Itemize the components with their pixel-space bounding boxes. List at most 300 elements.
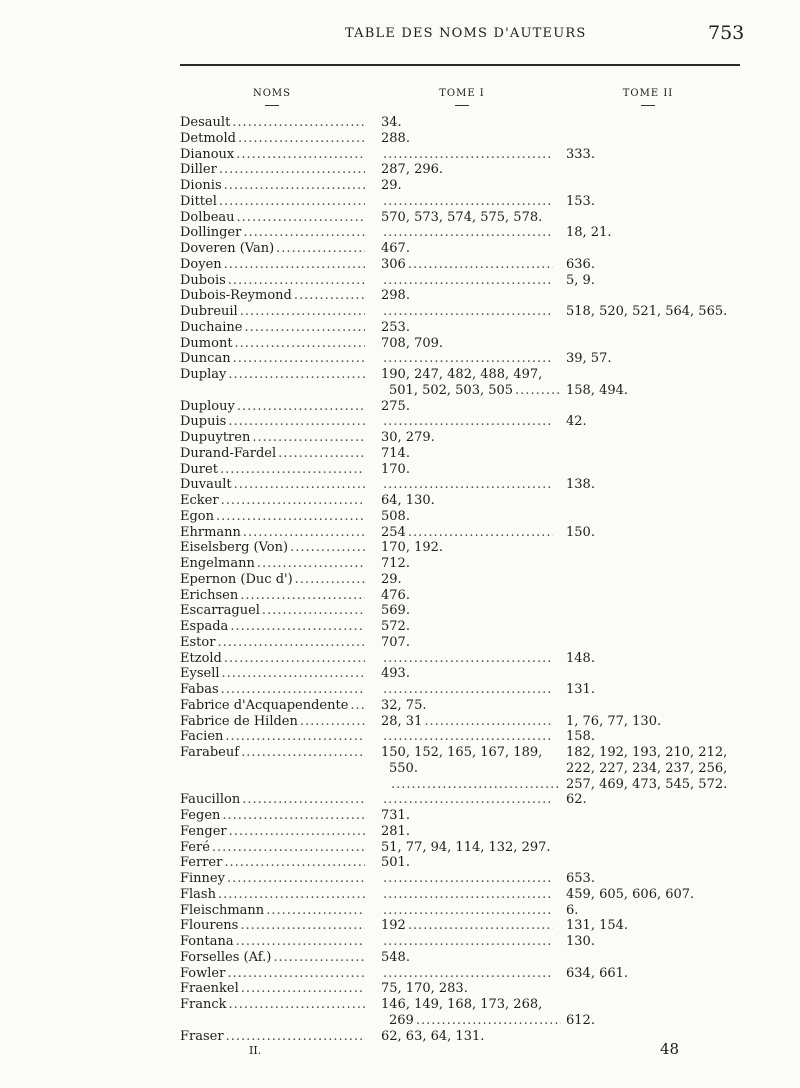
tome1-pages bbox=[381, 855, 561, 871]
page-refs-line bbox=[566, 903, 756, 919]
author-name: Flash bbox=[180, 886, 216, 902]
dot-leader bbox=[383, 729, 553, 745]
page-refs-line bbox=[566, 714, 756, 730]
page-refs-line bbox=[566, 225, 756, 241]
page-refs-line bbox=[381, 588, 561, 604]
entry-name-cell bbox=[180, 855, 365, 871]
entry-name-cell bbox=[180, 178, 365, 194]
column-header-rule bbox=[265, 105, 279, 106]
index-entry bbox=[0, 462, 800, 478]
entry-name-cell bbox=[180, 588, 365, 604]
dot-leader bbox=[233, 351, 365, 367]
entry-name-cell bbox=[180, 903, 365, 919]
entry-name-cell bbox=[180, 210, 365, 226]
tome2-pages bbox=[566, 351, 756, 367]
index-entry bbox=[0, 351, 800, 367]
tome2-pages bbox=[566, 981, 756, 997]
dot-leader bbox=[383, 651, 553, 667]
tome1-pages bbox=[381, 981, 561, 997]
page-refs: 612. bbox=[566, 1012, 595, 1028]
entry-name-cell bbox=[180, 887, 365, 903]
dot-leader bbox=[230, 619, 365, 635]
entry-name-cell bbox=[180, 304, 365, 320]
tome1-pages bbox=[381, 320, 561, 336]
page-refs: 287, 296. bbox=[381, 162, 444, 178]
tome1-pages bbox=[381, 666, 561, 682]
page-refs-line bbox=[566, 493, 756, 509]
tome2-pages bbox=[566, 603, 756, 619]
page-refs: 707. bbox=[381, 634, 410, 650]
page-refs-line bbox=[566, 997, 756, 1013]
page-refs-line bbox=[566, 950, 756, 966]
tome2-pages bbox=[566, 399, 756, 415]
page-refs: 190, 247, 482, 488, 497, bbox=[381, 367, 543, 382]
author-name: Flourens bbox=[180, 918, 239, 934]
tome2-pages bbox=[566, 257, 756, 273]
entry-name-cell bbox=[180, 871, 365, 887]
tome1-pages bbox=[381, 950, 561, 966]
page-refs-line bbox=[566, 824, 756, 840]
tome2-pages bbox=[566, 934, 756, 950]
page-refs-line bbox=[566, 115, 756, 131]
dot-leader bbox=[240, 918, 365, 934]
author-name: Fleischmann bbox=[180, 902, 265, 918]
tome2-pages bbox=[566, 714, 756, 730]
tome1-pages bbox=[381, 399, 561, 415]
author-name: Durand-Fardel bbox=[180, 445, 277, 461]
dot-leader bbox=[383, 477, 553, 493]
index-entry bbox=[0, 336, 800, 352]
tome2-pages bbox=[566, 619, 756, 635]
page-refs-line bbox=[381, 572, 561, 588]
page-refs-line bbox=[566, 399, 756, 415]
tome1-pages bbox=[381, 147, 561, 163]
index-entry bbox=[0, 981, 800, 997]
tome2-pages bbox=[566, 651, 756, 667]
dot-leader bbox=[424, 714, 553, 730]
page-refs: 653. bbox=[566, 871, 595, 886]
dot-leader bbox=[383, 225, 553, 241]
dot-leader bbox=[224, 855, 365, 871]
tome1-pages bbox=[381, 414, 561, 430]
entry-name-cell bbox=[180, 430, 365, 446]
entry-name-cell bbox=[180, 493, 365, 509]
page-refs-line bbox=[566, 257, 756, 273]
entry-name-cell bbox=[180, 698, 365, 714]
page-refs-line bbox=[566, 178, 756, 194]
page-refs-line bbox=[566, 619, 756, 635]
page-refs-line bbox=[381, 714, 553, 730]
tome2-pages bbox=[566, 808, 756, 824]
page-refs-line bbox=[381, 682, 553, 698]
tome1-pages bbox=[381, 682, 561, 698]
author-index bbox=[0, 115, 800, 1044]
tome2-pages bbox=[566, 997, 756, 1029]
author-name: Erichsen bbox=[180, 587, 239, 603]
page-refs: 75, 170, 283. bbox=[381, 981, 468, 997]
dot-leader bbox=[221, 682, 365, 698]
dot-leader bbox=[241, 745, 365, 761]
page-refs: 51, 77, 94, 114, 132, 297. bbox=[381, 839, 551, 855]
page-refs-line bbox=[566, 698, 756, 714]
index-entry bbox=[0, 493, 800, 509]
page-refs: 493. bbox=[381, 666, 410, 682]
entry-name-cell bbox=[180, 619, 365, 635]
entry-name-cell bbox=[180, 241, 365, 257]
entry-name-cell bbox=[180, 745, 365, 761]
author-name: Etzold bbox=[180, 650, 222, 666]
author-name: Fraser bbox=[180, 1028, 224, 1044]
page-refs-line bbox=[381, 399, 561, 415]
dot-leader bbox=[383, 414, 553, 430]
tome1-pages bbox=[381, 918, 561, 934]
index-entry bbox=[0, 273, 800, 289]
author-name: Fowler bbox=[180, 965, 226, 981]
tome2-pages bbox=[566, 918, 756, 934]
author-name: Estor bbox=[180, 634, 216, 650]
author-name: Finney bbox=[180, 871, 225, 886]
index-entry bbox=[0, 194, 800, 210]
page-refs: 146, 149, 168, 173, 268, bbox=[381, 997, 543, 1012]
author-name: Franck bbox=[180, 997, 227, 1012]
dot-leader bbox=[242, 792, 365, 808]
index-entry bbox=[0, 966, 800, 982]
page-refs-line bbox=[566, 446, 756, 462]
page-refs: 158. bbox=[566, 729, 595, 745]
tome1-pages bbox=[381, 572, 561, 588]
tome2-pages bbox=[566, 887, 756, 903]
page-refs-line bbox=[566, 651, 756, 667]
entry-name-cell bbox=[180, 399, 365, 415]
entry-name-cell bbox=[180, 682, 365, 698]
entry-name-cell bbox=[180, 824, 365, 840]
dot-leader bbox=[229, 997, 365, 1013]
page-refs-line bbox=[566, 194, 756, 210]
page-refs: 18, 21. bbox=[566, 225, 612, 241]
index-entry bbox=[0, 997, 800, 1029]
tome1-pages bbox=[381, 115, 561, 131]
author-name: Ecker bbox=[180, 493, 219, 508]
page-refs: 130. bbox=[566, 934, 595, 949]
dot-leader bbox=[221, 493, 365, 509]
page-refs-line bbox=[566, 855, 756, 871]
tome1-pages bbox=[381, 162, 561, 178]
dot-leader bbox=[266, 903, 365, 919]
page-refs: 192 bbox=[381, 918, 406, 934]
author-name: Duplay bbox=[180, 367, 227, 382]
page-refs-line bbox=[381, 273, 553, 289]
author-name: Faucillon bbox=[180, 792, 241, 808]
page-refs-line bbox=[381, 745, 561, 761]
tome2-pages bbox=[566, 131, 756, 147]
page-refs-line bbox=[381, 855, 561, 871]
page-refs-line bbox=[381, 934, 553, 950]
page-refs-line bbox=[381, 761, 561, 777]
index-entry bbox=[0, 666, 800, 682]
page-refs-line bbox=[381, 981, 561, 997]
dot-leader bbox=[383, 887, 553, 903]
dot-leader bbox=[350, 698, 365, 714]
index-entry bbox=[0, 855, 800, 871]
signature-mark: II. bbox=[249, 1044, 262, 1057]
page-refs: 42. bbox=[566, 414, 587, 430]
entry-name-cell bbox=[180, 446, 365, 462]
index-entry bbox=[0, 651, 800, 667]
index-entry bbox=[0, 320, 800, 336]
dot-leader bbox=[383, 966, 553, 982]
tome1-pages bbox=[381, 225, 561, 241]
page-refs: 29. bbox=[381, 178, 402, 193]
author-name: Dolbeau bbox=[180, 209, 235, 225]
tome1-pages bbox=[381, 698, 561, 714]
index-entry bbox=[0, 588, 800, 604]
tome2-pages bbox=[566, 950, 756, 966]
tome1-pages bbox=[381, 336, 561, 352]
index-entry bbox=[0, 603, 800, 619]
page-refs-line bbox=[566, 336, 756, 352]
page-refs-line bbox=[381, 162, 561, 178]
dot-leader bbox=[232, 115, 365, 131]
page-refs-line bbox=[566, 635, 756, 651]
dot-leader bbox=[262, 603, 365, 619]
page-refs: 548. bbox=[381, 949, 410, 965]
page-refs-line bbox=[566, 840, 756, 856]
page-refs-line bbox=[566, 525, 756, 541]
page-refs-line bbox=[566, 351, 756, 367]
page-refs: 281. bbox=[381, 823, 410, 839]
dot-leader bbox=[408, 257, 553, 273]
dot-leader bbox=[219, 194, 365, 210]
entry-name-cell bbox=[180, 808, 365, 824]
page-refs: 459, 605, 606, 607. bbox=[566, 886, 695, 902]
tome1-pages bbox=[381, 714, 561, 730]
tome2-pages bbox=[566, 446, 756, 462]
author-name: Escarraguel bbox=[180, 603, 260, 619]
page-refs-line bbox=[381, 225, 553, 241]
page-refs: 64, 130. bbox=[381, 493, 435, 508]
author-name: Dianoux bbox=[180, 146, 235, 162]
entry-name-cell bbox=[180, 966, 365, 982]
column-header-rule bbox=[455, 105, 469, 106]
page-refs: 131. bbox=[566, 682, 595, 697]
entry-name-cell bbox=[180, 525, 365, 541]
index-entry bbox=[0, 698, 800, 714]
index-entry bbox=[0, 950, 800, 966]
dot-leader bbox=[278, 446, 365, 462]
author-name: Eysell bbox=[180, 666, 220, 682]
entry-name-cell bbox=[180, 288, 365, 304]
page-refs-line bbox=[566, 131, 756, 147]
page-refs-line bbox=[566, 729, 756, 745]
index-entry bbox=[0, 399, 800, 415]
page-refs-line bbox=[381, 320, 561, 336]
entry-name-cell bbox=[180, 414, 365, 430]
page-refs-line bbox=[566, 509, 756, 525]
dot-leader bbox=[295, 572, 365, 588]
tome2-pages bbox=[566, 462, 756, 478]
page-refs-line bbox=[566, 666, 756, 682]
index-entry bbox=[0, 304, 800, 320]
index-entry bbox=[0, 430, 800, 446]
dot-leader bbox=[252, 430, 365, 446]
author-name: Dubois bbox=[180, 272, 226, 288]
author-name: Espada bbox=[180, 619, 229, 634]
index-entry bbox=[0, 871, 800, 887]
tome1-pages bbox=[381, 729, 561, 745]
page-refs-line bbox=[381, 635, 561, 651]
index-entry bbox=[0, 714, 800, 730]
index-entry bbox=[0, 745, 800, 792]
tome2-pages bbox=[566, 273, 756, 289]
entry-name-cell bbox=[180, 981, 365, 997]
column-header-tome2-label: TOME II bbox=[622, 88, 674, 99]
page-refs-line bbox=[381, 666, 561, 682]
entry-name-cell bbox=[180, 367, 365, 383]
tome2-pages bbox=[566, 556, 756, 572]
dot-leader bbox=[219, 162, 365, 178]
author-name: Ferrer bbox=[180, 855, 223, 871]
page-refs-line bbox=[381, 840, 561, 856]
author-name: Dupuis bbox=[180, 414, 227, 430]
tome1-pages bbox=[381, 871, 561, 887]
tome2-pages bbox=[566, 336, 756, 352]
dot-leader bbox=[236, 934, 365, 950]
entry-name-cell bbox=[180, 194, 365, 210]
tome1-pages bbox=[381, 556, 561, 572]
page-refs: 150. bbox=[566, 524, 595, 540]
page-refs-line bbox=[381, 887, 553, 903]
page-refs: 5, 9. bbox=[566, 272, 595, 288]
index-entry bbox=[0, 525, 800, 541]
tome1-pages bbox=[381, 745, 561, 792]
page-refs: 714. bbox=[381, 445, 410, 461]
author-name: Feré bbox=[180, 839, 210, 855]
tome1-pages bbox=[381, 509, 561, 525]
page-refs: 518, 520, 521, 564, 565. bbox=[566, 304, 728, 319]
page-refs-line bbox=[381, 509, 561, 525]
page-refs-line bbox=[381, 808, 561, 824]
author-name: Dubreuil bbox=[180, 304, 238, 319]
folio-number: 48 bbox=[660, 1040, 680, 1058]
page-refs: 572. bbox=[381, 619, 410, 634]
page-refs-line bbox=[566, 588, 756, 604]
tome1-pages bbox=[381, 273, 561, 289]
page-refs-line bbox=[566, 367, 756, 383]
page-refs-line bbox=[381, 430, 561, 446]
dot-leader bbox=[243, 525, 365, 541]
index-entry bbox=[0, 147, 800, 163]
dot-leader bbox=[383, 273, 553, 289]
dot-leader bbox=[408, 918, 553, 934]
author-name: Dubois-Reymond bbox=[180, 288, 292, 304]
index-entry bbox=[0, 178, 800, 194]
tome2-pages bbox=[566, 745, 756, 792]
tome2-pages bbox=[566, 115, 756, 131]
page-refs: 182, 192, 193, 210, 212, bbox=[566, 745, 728, 760]
page-refs: 158, 494. bbox=[566, 382, 629, 398]
entry-name-cell bbox=[180, 950, 365, 966]
page-refs-line bbox=[381, 918, 553, 934]
tome2-pages bbox=[566, 729, 756, 745]
author-name: Fraenkel bbox=[180, 981, 239, 997]
tome1-pages bbox=[381, 351, 561, 367]
index-entry bbox=[0, 115, 800, 131]
page-refs: 32, 75. bbox=[381, 697, 427, 713]
page-refs: 708, 709. bbox=[381, 335, 444, 351]
page-refs: 253. bbox=[381, 319, 410, 335]
dot-leader bbox=[300, 714, 365, 730]
author-name: Eiselsberg (Von) bbox=[180, 540, 289, 556]
dot-leader bbox=[218, 887, 365, 903]
index-entry bbox=[0, 887, 800, 903]
entry-name-cell bbox=[180, 840, 365, 856]
author-name: Duret bbox=[180, 461, 218, 477]
tome1-pages bbox=[381, 178, 561, 194]
entry-name-cell bbox=[180, 225, 365, 241]
dot-leader bbox=[240, 588, 365, 604]
page-refs-line bbox=[566, 871, 756, 887]
dot-leader bbox=[391, 777, 561, 793]
tome1-pages bbox=[381, 635, 561, 651]
page-refs: 62, 63, 64, 131. bbox=[381, 1028, 485, 1044]
column-header-tome1-label: TOME I bbox=[439, 88, 485, 99]
page-refs: 570, 573, 574, 575, 578. bbox=[381, 209, 543, 225]
author-name: Duvault bbox=[180, 477, 232, 493]
page-refs-line bbox=[381, 131, 561, 147]
author-name: Forselles (Af.) bbox=[180, 949, 272, 965]
tome1-pages bbox=[381, 131, 561, 147]
tome2-pages bbox=[566, 682, 756, 698]
index-entry bbox=[0, 257, 800, 273]
tome1-pages bbox=[381, 493, 561, 509]
entry-name-cell bbox=[180, 666, 365, 682]
dot-leader bbox=[235, 336, 365, 352]
entry-name-cell bbox=[180, 320, 365, 336]
page-footer bbox=[0, 1040, 800, 1064]
tome1-pages bbox=[381, 525, 561, 541]
page-refs-line bbox=[566, 682, 756, 698]
author-name: Epernon (Duc d') bbox=[180, 571, 293, 587]
page-refs-line bbox=[381, 351, 553, 367]
tome2-pages bbox=[566, 666, 756, 682]
tome2-pages bbox=[566, 871, 756, 887]
page-refs: 1, 76, 77, 130. bbox=[566, 713, 662, 729]
page-refs-line bbox=[566, 414, 756, 430]
index-entry bbox=[0, 225, 800, 241]
dot-leader bbox=[237, 399, 365, 415]
page-refs: 39, 57. bbox=[566, 351, 612, 367]
page-refs: 62. bbox=[566, 792, 587, 808]
dot-leader bbox=[224, 257, 365, 273]
author-name: Doveren (Van) bbox=[180, 241, 275, 256]
tome1-pages bbox=[381, 824, 561, 840]
index-entry bbox=[0, 367, 800, 399]
tome1-pages bbox=[381, 304, 561, 320]
tome2-pages bbox=[566, 572, 756, 588]
page-refs-line bbox=[381, 304, 553, 320]
dot-leader bbox=[228, 273, 365, 289]
index-entry bbox=[0, 414, 800, 430]
page-refs-line bbox=[566, 934, 756, 950]
author-name: Egon bbox=[180, 508, 215, 524]
page-refs: 148. bbox=[566, 650, 595, 666]
page-refs-line bbox=[566, 320, 756, 336]
author-name: Engelmann bbox=[180, 556, 255, 571]
page-refs-line bbox=[566, 745, 756, 761]
tome1-pages bbox=[381, 446, 561, 462]
dot-leader bbox=[222, 666, 365, 682]
page-refs-line bbox=[381, 556, 561, 572]
